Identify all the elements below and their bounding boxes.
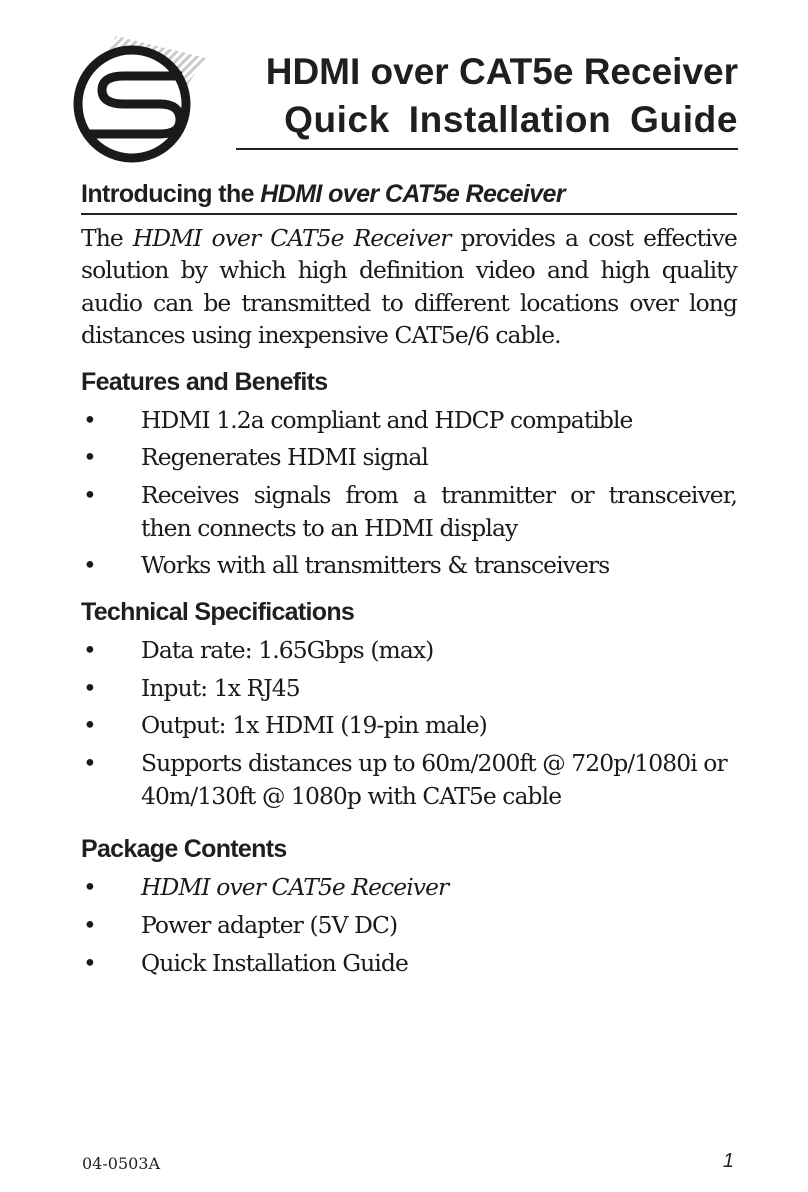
title-divider — [236, 148, 738, 150]
intro-heading-product: HDMI over CAT5e Receiver — [260, 180, 565, 208]
siig-s-logo-icon — [64, 18, 214, 168]
list-item: • HDMI over CAT5e Receiver — [81, 871, 737, 903]
intro-para-product: HDMI over CAT5e Receiver — [132, 224, 451, 252]
bullet-icon: • — [83, 405, 96, 434]
bullet-icon: • — [83, 873, 96, 902]
intro-para-rest: provides a cost effective solution by which high definition video and high quality audio can be transmitted to different locations over long distances using inexpensive CAT5e/6 cable. — [81, 224, 738, 350]
intro-paragraph — [81, 222, 737, 352]
list-item: • Power adapter (5V DC) — [81, 909, 737, 941]
bullet-icon: • — [83, 948, 96, 977]
page-title — [230, 48, 738, 144]
document-code: 04-0503A — [82, 1154, 161, 1173]
list-item: • Data rate: 1.65Gbps (max) — [81, 634, 737, 666]
features-heading: Features and Benefits — [81, 367, 328, 396]
intro-heading-prefix: Introducing the — [81, 180, 261, 208]
intro-para-lead: The — [81, 224, 133, 252]
list-item: • Regenerates HDMI signal — [81, 441, 737, 473]
intro-heading — [81, 176, 737, 215]
list-item: • Quick Installation Guide — [81, 947, 737, 979]
bullet-icon: • — [83, 711, 96, 740]
package-heading: Package Contents — [81, 835, 287, 864]
bullet-icon: • — [83, 635, 96, 664]
specs-list — [81, 634, 737, 812]
list-item: • HDMI 1.2a compliant and HDCP compatible — [81, 404, 737, 436]
list-item: • Works with all transmitters & transceivers — [81, 549, 737, 581]
title-line-2: Quick Installation Guide — [284, 99, 738, 140]
bullet-icon: • — [83, 443, 96, 472]
specs-heading: Technical Specifications — [81, 597, 355, 626]
list-item: • Output: 1x HDMI (19-pin male) — [81, 709, 737, 741]
main-content — [81, 176, 737, 984]
bullet-icon: • — [83, 673, 96, 702]
package-list — [81, 871, 737, 979]
page-number: 1 — [722, 1150, 734, 1172]
title-line-1: HDMI over CAT5e Receiver — [265, 51, 738, 92]
list-item: • Input: 1x RJ45 — [81, 672, 737, 704]
bullet-icon: • — [83, 481, 96, 510]
bullet-icon: • — [83, 910, 96, 939]
bullet-icon: • — [83, 749, 96, 778]
bullet-icon: • — [83, 551, 96, 580]
features-list — [81, 404, 737, 582]
list-item: • Receives signals from a tranmitter or transceiver, then connects to an HDMI display — [83, 481, 737, 542]
list-item: • Supports distances up to 60m/200ft @ 720p/1080i or 40m/130ft @ 1080p with CAT5e cable — [83, 749, 727, 810]
